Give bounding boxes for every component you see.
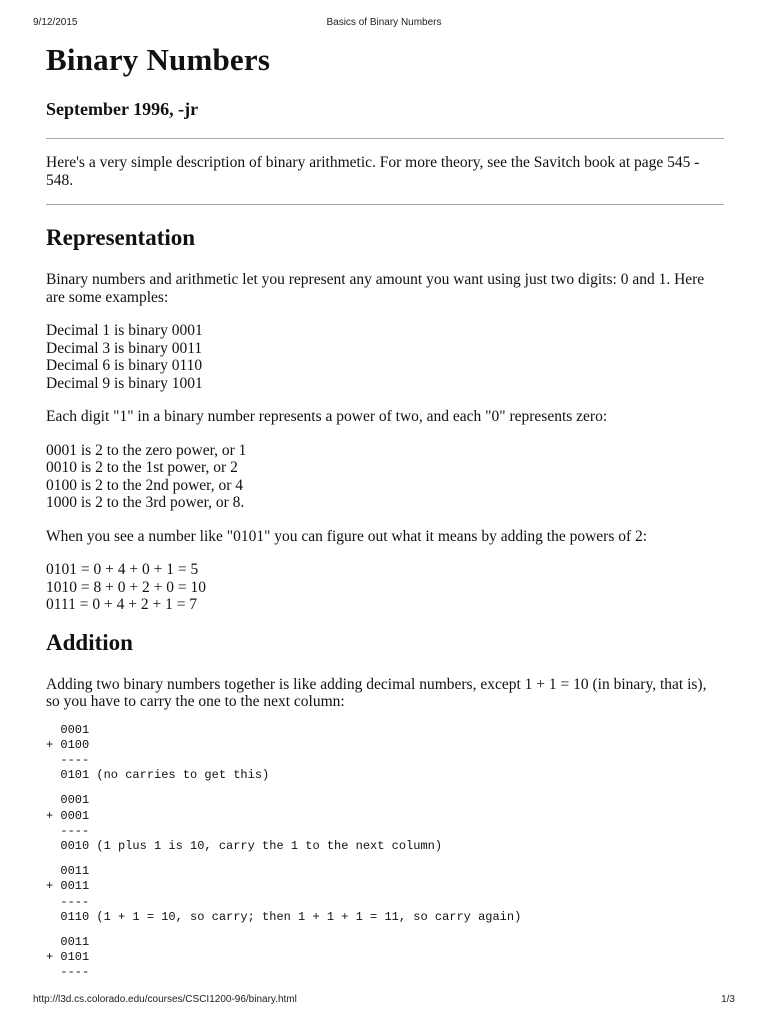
power-line: 0100 is 2 to the 2nd power, or 4 xyxy=(46,476,243,494)
addition-example: 0001 + 0001 ---- 0010 (1 plus 1 is 10, carry the 1 to the next column) xyxy=(46,793,443,853)
page-number: 1/3 xyxy=(721,994,735,1005)
power-line: 0010 is 2 to the 1st power, or 2 xyxy=(46,459,238,476)
addition-paragraph: Adding two binary numbers together is like adding decimal numbers, except 1 + 1 = 10 (in binary, that is), so you have to carry the one to the next column: xyxy=(46,675,707,710)
powers-paragraph: Each digit "1" in a binary number represents a power of two, and each "0" represents zero: xyxy=(46,408,608,425)
sum-line: 1010 = 8 + 0 + 2 + 0 = 10 xyxy=(46,578,206,596)
powers-list xyxy=(46,442,724,512)
section-heading-addition: Addition xyxy=(46,629,133,655)
sums-paragraph: When you see a number like "0101" you can figure out what it means by adding the powers of 2: xyxy=(46,527,648,545)
example-line: Decimal 6 is binary 0110 xyxy=(46,357,203,374)
addition-example: 0011 + 0101 ---- xyxy=(46,934,90,980)
divider xyxy=(46,138,724,139)
page-title: Binary Numbers xyxy=(46,42,271,77)
print-footer xyxy=(0,994,768,1008)
power-line: 1000 is 2 to the 3rd power, or 8. xyxy=(46,494,245,511)
byline: September 1996, -jr xyxy=(46,99,199,119)
sum-line: 0101 = 0 + 4 + 0 + 1 = 5 xyxy=(46,561,199,578)
example-line: Decimal 9 is binary 1001 xyxy=(46,374,203,392)
addition-example: 0011 + 0011 ---- 0110 (1 + 1 = 10, so carry; then 1 + 1 + 1 = 11, so carry again) xyxy=(46,864,522,924)
sums-list xyxy=(46,561,724,614)
divider xyxy=(46,204,724,205)
print-page-title: Basics of Binary Numbers xyxy=(326,17,442,28)
example-line: Decimal 3 is binary 0011 xyxy=(46,339,203,357)
print-date: 9/12/2015 xyxy=(33,17,78,28)
article xyxy=(46,40,724,981)
example-line: Decimal 1 is binary 0001 xyxy=(46,322,203,339)
sum-line: 0111 = 0 + 4 + 2 + 1 = 7 xyxy=(46,596,198,613)
power-line: 0001 is 2 to the zero power, or 1 xyxy=(46,441,247,459)
representation-paragraph: Binary numbers and arithmetic let you represent any amount you want using just two digits: 0 and 1. Here are some examples: xyxy=(46,271,705,306)
addition-example: 0001 + 0100 ---- 0101 (no carries to get this) xyxy=(46,722,270,783)
print-header xyxy=(0,17,768,31)
section-heading-representation: Representation xyxy=(46,225,196,250)
intro-paragraph: Here's a very simple description of binary arithmetic. For more theory, see the Savitch book at page 545 - 548. xyxy=(46,154,700,189)
footer-url: http://l3d.cs.colorado.edu/courses/CSCI1200-96/binary.html xyxy=(33,994,297,1005)
decimal-examples-list xyxy=(46,322,724,392)
